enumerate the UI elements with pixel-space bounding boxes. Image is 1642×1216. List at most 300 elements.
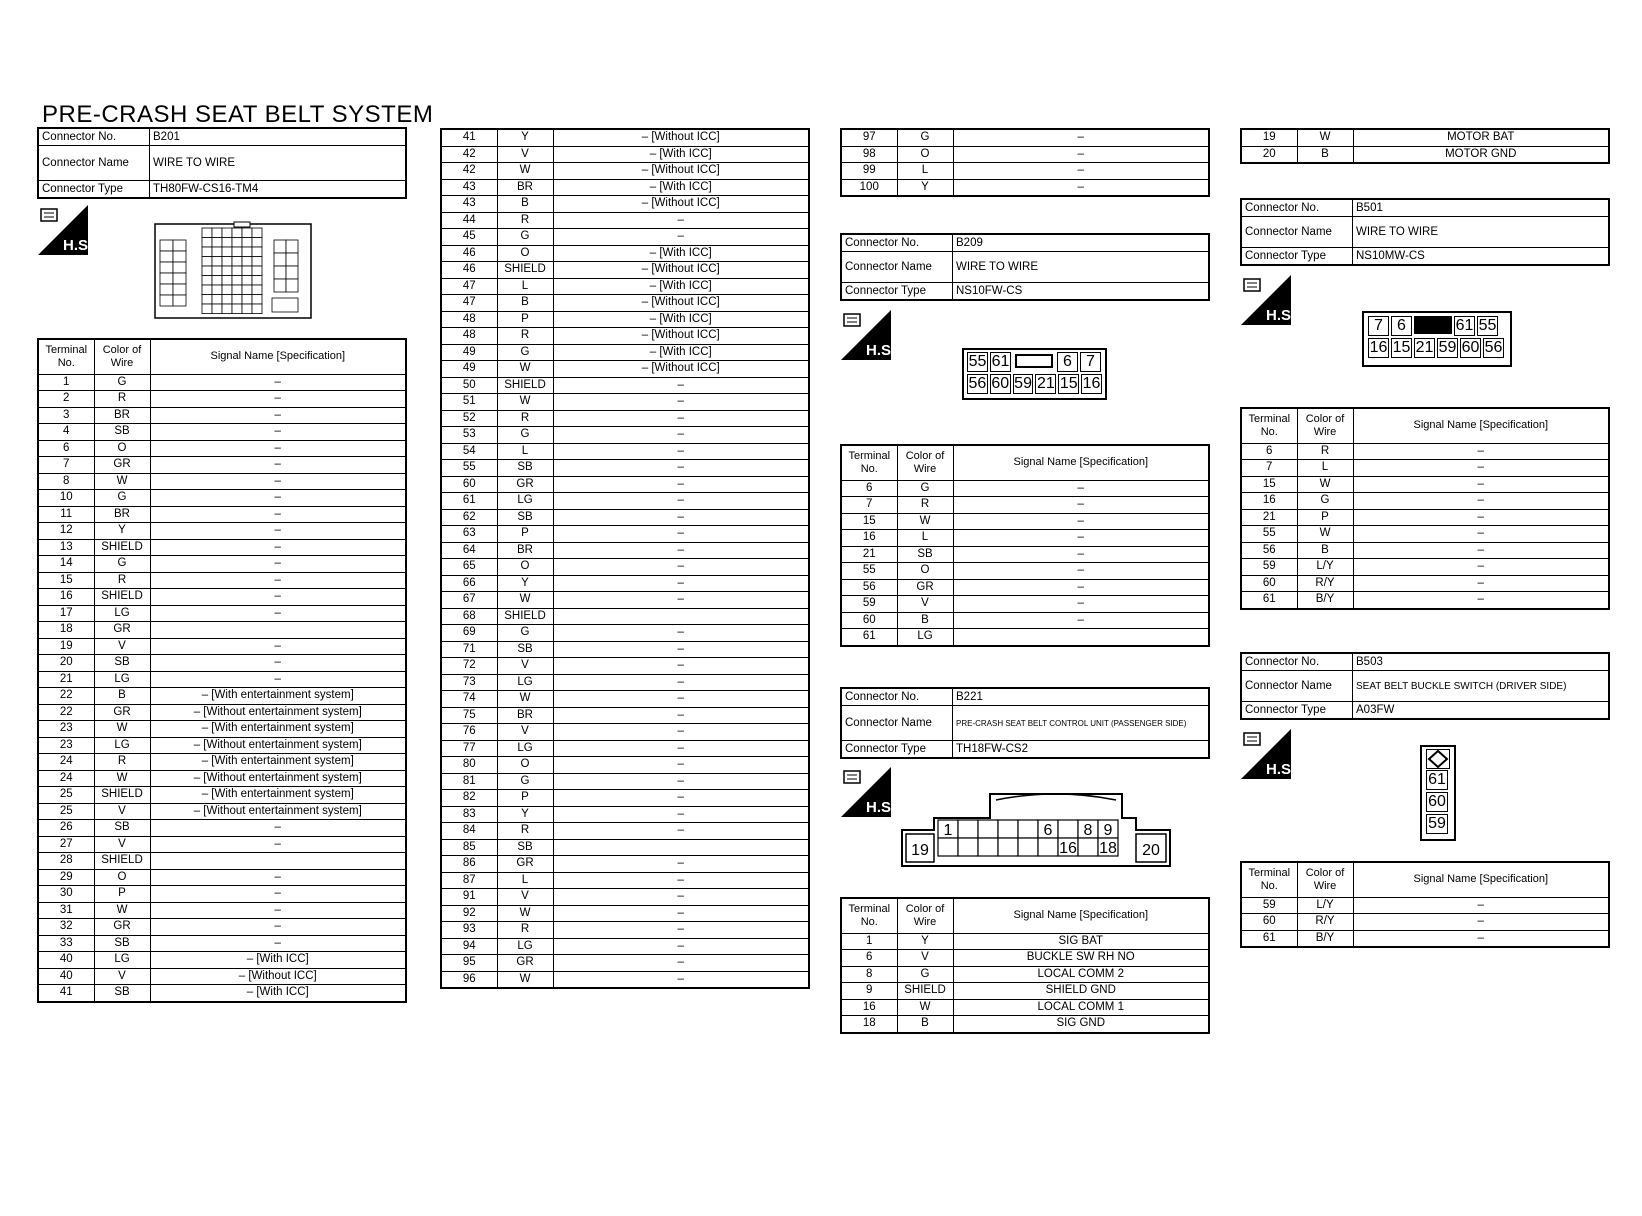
signal-cell: – [553, 443, 809, 460]
signal-cell: LOCAL COMM 2 [953, 966, 1209, 983]
wire-color-cell: V [94, 638, 150, 655]
terminal-cell: 18 [841, 1016, 897, 1033]
terminal-cell: 44 [441, 212, 497, 229]
table-row [441, 278, 809, 295]
terminal-cell: 71 [441, 641, 497, 658]
signal-cell: – [553, 526, 809, 543]
connector-cavity [286, 279, 298, 292]
table-row [1241, 443, 1609, 460]
connector-name-value: WIRE TO WIRE [150, 146, 407, 181]
terminal-no-header: Terminal No. [1241, 408, 1297, 443]
table-row [841, 579, 1209, 596]
signal-cell: – [553, 410, 809, 427]
wire-color-cell: W [1297, 129, 1353, 146]
pin-label: 7 [1368, 316, 1389, 336]
b503-info-table [1240, 652, 1610, 720]
signal-cell: SIG GND [953, 1016, 1209, 1033]
pin-label: 20 [1142, 842, 1160, 859]
wire-color-cell: Y [497, 575, 553, 592]
table-row [441, 377, 809, 394]
table-row [441, 592, 809, 609]
signal-cell: – [553, 938, 809, 955]
wire-color-cell: GR [497, 476, 553, 493]
terminal-cell: 60 [1241, 914, 1297, 931]
pin-label: 55 [968, 353, 987, 370]
terminal-cell: 69 [441, 625, 497, 642]
signal-cell: – [553, 757, 809, 774]
connector-cavity [222, 228, 232, 238]
connector-cavity [222, 295, 232, 305]
table-row [38, 655, 406, 672]
terminal-cell: 72 [441, 658, 497, 675]
terminal-cell: 40 [38, 968, 94, 985]
signal-name-header: Signal Name [Specification] [953, 445, 1209, 480]
signal-cell: – [150, 473, 406, 490]
hs-label: H.S. [866, 342, 896, 359]
table-row [38, 374, 406, 391]
wire-color-cell: R/Y [1297, 914, 1353, 931]
wire-color-cell: G [897, 966, 953, 983]
table-row [441, 724, 809, 741]
pin-label: 6 [1057, 352, 1078, 372]
table-row [38, 473, 406, 490]
connector-cavity [232, 266, 242, 276]
connector-name-label: Connector Name [1241, 217, 1353, 248]
b201-info-table [37, 127, 407, 199]
signal-cell: – [Without entertainment system] [150, 770, 406, 787]
wire-color-cell: GR [897, 579, 953, 596]
terminal-cell: 80 [441, 757, 497, 774]
wire-color-cell: SB [94, 935, 150, 952]
wire-color-cell: SB [497, 509, 553, 526]
wire-color-cell: BR [94, 407, 150, 424]
table-row [38, 589, 406, 606]
wire-color-cell: GR [497, 856, 553, 873]
wire-color-cell: B/Y [1297, 592, 1353, 609]
connector-cavity [173, 251, 186, 262]
signal-cell: – [953, 146, 1209, 163]
connector-cavity [242, 238, 252, 248]
table-row [441, 443, 809, 460]
terminal-cell: 56 [1241, 542, 1297, 559]
wire-color-cell: R [94, 572, 150, 589]
signal-cell: – [Without ICC] [553, 262, 809, 279]
pin-label: 59 [1438, 339, 1457, 356]
terminal-cell: 22 [38, 704, 94, 721]
wire-color-cell: W [897, 513, 953, 530]
connector-cavity [232, 238, 242, 248]
wire-color-cell: SB [897, 546, 953, 563]
wire-color-cell: LG [94, 952, 150, 969]
connector-no-label: Connector No. [38, 128, 150, 146]
connector-cavity [222, 285, 232, 295]
connector-cavity [212, 266, 222, 276]
signal-cell: – [150, 523, 406, 540]
terminal-cell: 75 [441, 707, 497, 724]
b209-info-table [840, 233, 1210, 301]
signal-cell: – [553, 724, 809, 741]
signal-cell: – [553, 575, 809, 592]
signal-cell: – [953, 530, 1209, 547]
table-row [841, 612, 1209, 629]
terminal-cell: 83 [441, 806, 497, 823]
wire-color-cell: SHIELD [94, 787, 150, 804]
connector-cavity [242, 295, 252, 305]
terminal-cell: 28 [38, 853, 94, 870]
hs-label: H.S. [1266, 307, 1296, 324]
signal-cell: – [553, 476, 809, 493]
wire-color-cell: G [94, 490, 150, 507]
signal-cell: – [553, 592, 809, 609]
terminal-cell: 19 [38, 638, 94, 655]
terminal-cell: 27 [38, 836, 94, 853]
terminal-cell: 19 [1241, 129, 1297, 146]
connector-no-label: Connector No. [841, 234, 953, 252]
terminal-cell: 77 [441, 740, 497, 757]
signal-cell: – [1353, 493, 1609, 510]
wire-color-cell: G [897, 480, 953, 497]
terminal-cell: 6 [841, 950, 897, 967]
table-row [441, 460, 809, 477]
terminal-cell: 7 [841, 497, 897, 514]
table-row [441, 839, 809, 856]
connector-cavity [252, 228, 262, 238]
signal-cell [553, 839, 809, 856]
signal-cell: – [150, 589, 406, 606]
terminal-cell: 85 [441, 839, 497, 856]
signal-cell: – [With ICC] [553, 344, 809, 361]
signal-cell: – [553, 542, 809, 559]
wire-color-cell: SHIELD [497, 262, 553, 279]
connector-cavity [173, 295, 186, 306]
connector-no-label: Connector No. [1241, 199, 1353, 217]
wire-color-cell: L/Y [1297, 897, 1353, 914]
wire-color-cell: R [94, 754, 150, 771]
signal-cell: – [553, 641, 809, 658]
terminal-cell: 84 [441, 823, 497, 840]
terminal-cell: 42 [441, 146, 497, 163]
signal-cell: – [553, 394, 809, 411]
table-row [441, 410, 809, 427]
table-row [441, 806, 809, 823]
signal-cell: – [553, 806, 809, 823]
harness-side-icon [38, 205, 93, 255]
b501-info-table [1240, 198, 1610, 266]
wire-color-cell: O [497, 245, 553, 262]
terminal-cell: 40 [38, 952, 94, 969]
wire-color-cell: Y [94, 523, 150, 540]
signal-cell: – [Without ICC] [553, 163, 809, 180]
table-row [441, 740, 809, 757]
signal-cell: – [150, 919, 406, 936]
table-row [38, 869, 406, 886]
terminal-cell: 31 [38, 902, 94, 919]
signal-cell: – [553, 509, 809, 526]
connector-cavity [222, 247, 232, 257]
signal-cell [953, 629, 1209, 646]
harness-side-icon [841, 310, 896, 360]
wire-color-cell: W [497, 394, 553, 411]
b221-pin-table [840, 897, 1210, 1034]
wire-color-cell: B [497, 295, 553, 312]
connector-cavity [252, 304, 262, 314]
connector-type-label: Connector Type [841, 283, 953, 301]
hs-label: H.S. [63, 237, 93, 254]
signal-cell: – [553, 229, 809, 246]
b501-pin-table [1240, 407, 1610, 610]
terminal-cell: 43 [441, 196, 497, 213]
connector-cavity [212, 228, 222, 238]
table-row [441, 295, 809, 312]
wire-color-cell: LG [94, 671, 150, 688]
connector-type-value: A03FW [1353, 702, 1610, 720]
pin-label: 15 [1059, 375, 1078, 392]
wire-color-cell: BR [497, 179, 553, 196]
harness-side-icon [1241, 275, 1296, 325]
terminal-cell: 86 [441, 856, 497, 873]
connector-cavity [173, 284, 186, 295]
wire-color-cell: G [497, 229, 553, 246]
wire-color-cell: W [497, 905, 553, 922]
terminal-cell: 4 [38, 424, 94, 441]
connector-cavity [173, 262, 186, 273]
wire-color-cell: B [1297, 542, 1353, 559]
connector-cavity [274, 279, 286, 292]
signal-cell: – [With ICC] [553, 146, 809, 163]
wire-color-cell: BR [497, 707, 553, 724]
wire-color-cell: BR [94, 506, 150, 523]
terminal-cell: 46 [441, 245, 497, 262]
wire-color-cell: V [497, 724, 553, 741]
wire-color-cell: LG [94, 605, 150, 622]
table-row [841, 563, 1209, 580]
connector-type-label: Connector Type [38, 181, 150, 199]
connector-name-value: WIRE TO WIRE [1353, 217, 1610, 248]
terminal-cell: 99 [841, 163, 897, 180]
wire-color-cell: W [94, 721, 150, 738]
table-row [841, 163, 1209, 180]
terminal-cell: 16 [1241, 493, 1297, 510]
terminal-cell: 55 [1241, 526, 1297, 543]
table-row [441, 872, 809, 889]
terminal-cell: 1 [38, 374, 94, 391]
table-row [441, 212, 809, 229]
b201-pin-table-continued-2 [840, 128, 1210, 197]
pin-label: 16 [1369, 339, 1388, 356]
wire-color-cell: LG [497, 493, 553, 510]
terminal-cell: 65 [441, 559, 497, 576]
table-row [841, 146, 1209, 163]
wire-color-header: Color of Wire [1297, 408, 1353, 443]
wire-color-cell: SB [94, 820, 150, 837]
wire-color-cell: R [497, 328, 553, 345]
connector-cavity [202, 304, 212, 314]
pin-label: 8 [1083, 822, 1093, 839]
pin-label: 61 [1455, 317, 1474, 334]
terminal-cell: 32 [38, 919, 94, 936]
connector-cavity [232, 247, 242, 257]
signal-cell: – [150, 440, 406, 457]
connector-no-value: B221 [953, 688, 1210, 706]
pin-label: 56 [968, 375, 987, 392]
table-row [441, 328, 809, 345]
terminal-cell: 20 [1241, 146, 1297, 163]
terminal-cell: 2 [38, 391, 94, 408]
table-row [841, 629, 1209, 646]
terminal-cell: 94 [441, 938, 497, 955]
connector-type-value: TH18FW-CS2 [953, 741, 1210, 759]
table-row [1241, 897, 1609, 914]
connector-cavity [202, 247, 212, 257]
table-row [38, 935, 406, 952]
terminal-cell: 54 [441, 443, 497, 460]
pin-label: 59 [1014, 375, 1032, 392]
signal-cell: – [150, 506, 406, 523]
connector-type-value: TH80FW-CS16-TM4 [150, 181, 407, 199]
connector-cavity [212, 247, 222, 257]
terminal-cell: 1 [841, 933, 897, 950]
wire-color-cell: SHIELD [94, 589, 150, 606]
signal-cell: – [553, 377, 809, 394]
b503-pin-table [1240, 861, 1610, 948]
terminal-cell: 43 [441, 179, 497, 196]
terminal-cell: 10 [38, 490, 94, 507]
connector-cavity [252, 276, 262, 286]
terminal-cell: 100 [841, 179, 897, 196]
terminal-cell: 47 [441, 295, 497, 312]
table-row [441, 229, 809, 246]
signal-cell: – [150, 902, 406, 919]
signal-cell: – [150, 457, 406, 474]
connector-no-value: B501 [1353, 199, 1610, 217]
table-row [38, 605, 406, 622]
connector-cavity [242, 247, 252, 257]
wire-color-cell: R [1297, 443, 1353, 460]
terminal-cell: 21 [841, 546, 897, 563]
connector-key [1414, 316, 1452, 334]
terminal-cell: 7 [1241, 460, 1297, 477]
table-row [38, 737, 406, 754]
b201-pin-table [37, 338, 407, 1003]
terminal-cell: 6 [1241, 443, 1297, 460]
signal-cell: – [1353, 443, 1609, 460]
table-row [38, 803, 406, 820]
wire-color-cell: W [94, 770, 150, 787]
terminal-cell: 8 [38, 473, 94, 490]
connector-cavity [202, 276, 212, 286]
table-row [441, 559, 809, 576]
signal-cell: – [553, 427, 809, 444]
table-row [38, 836, 406, 853]
signal-cell: – [553, 691, 809, 708]
connector-cavity [212, 276, 222, 286]
wire-color-cell: O [897, 563, 953, 580]
terminal-cell: 6 [38, 440, 94, 457]
signal-name-header: Signal Name [Specification] [953, 898, 1209, 933]
table-row [38, 490, 406, 507]
table-row [841, 546, 1209, 563]
signal-cell: – [553, 790, 809, 807]
wire-color-cell: B [497, 196, 553, 213]
pin-label: 61 [1426, 770, 1448, 790]
signal-cell: – [953, 579, 1209, 596]
signal-cell: – [Without entertainment system] [150, 803, 406, 820]
signal-cell: – [953, 497, 1209, 514]
hs-label: H.S. [866, 799, 896, 816]
signal-cell: – [1353, 592, 1609, 609]
terminal-cell: 50 [441, 377, 497, 394]
signal-cell: – [150, 391, 406, 408]
signal-cell: BUCKLE SW RH NO [953, 950, 1209, 967]
table-row [38, 754, 406, 771]
signal-cell: – [953, 612, 1209, 629]
table-row [441, 476, 809, 493]
wire-color-cell: LG [497, 740, 553, 757]
wire-color-cell: V [497, 658, 553, 675]
b221-connector-face [900, 790, 1175, 870]
pin-label: 6 [1391, 316, 1412, 336]
connector-name-value: WIRE TO WIRE [953, 252, 1210, 283]
table-row [38, 952, 406, 969]
wire-color-cell: B [897, 1016, 953, 1033]
wire-color-cell: G [497, 625, 553, 642]
signal-cell: – [1353, 509, 1609, 526]
terminal-cell: 41 [441, 129, 497, 146]
connector-cavity [222, 304, 232, 314]
signal-cell: – [Without ICC] [553, 295, 809, 312]
wire-color-cell: P [94, 886, 150, 903]
table-row [38, 770, 406, 787]
connector-no-label: Connector No. [1241, 653, 1353, 671]
wire-color-cell: L [497, 278, 553, 295]
connector-no-value: B201 [150, 128, 407, 146]
wire-color-cell: R [497, 922, 553, 939]
connector-type-label: Connector Type [1241, 248, 1353, 266]
connector-no-value: B209 [953, 234, 1210, 252]
wire-color-cell: L [897, 163, 953, 180]
signal-cell: – [1353, 914, 1609, 931]
wire-color-cell: W [1297, 526, 1353, 543]
wire-color-cell: G [94, 556, 150, 573]
connector-cavity [242, 276, 252, 286]
table-row [441, 773, 809, 790]
connector-cavity [252, 266, 262, 276]
table-row [38, 985, 406, 1002]
table-row [38, 539, 406, 556]
wire-color-cell: W [94, 473, 150, 490]
table-row [38, 556, 406, 573]
connector-key [1426, 749, 1450, 769]
terminal-cell: 63 [441, 526, 497, 543]
wire-color-cell: B [94, 688, 150, 705]
signal-cell: – [Without entertainment system] [150, 704, 406, 721]
signal-cell: MOTOR BAT [1353, 129, 1609, 146]
connector-cavity [286, 253, 298, 266]
signal-cell: – [553, 955, 809, 972]
table-row [38, 688, 406, 705]
connector-cavity [252, 295, 262, 305]
signal-cell: – [1353, 476, 1609, 493]
connector-cavity [242, 228, 252, 238]
terminal-cell: 11 [38, 506, 94, 523]
connector-cavity [274, 266, 286, 279]
signal-cell: – [150, 556, 406, 573]
wire-color-cell: B/Y [1297, 930, 1353, 947]
connector-cavity [252, 285, 262, 295]
signal-cell: – [150, 638, 406, 655]
signal-cell: – [553, 625, 809, 642]
wire-color-cell: V [497, 146, 553, 163]
